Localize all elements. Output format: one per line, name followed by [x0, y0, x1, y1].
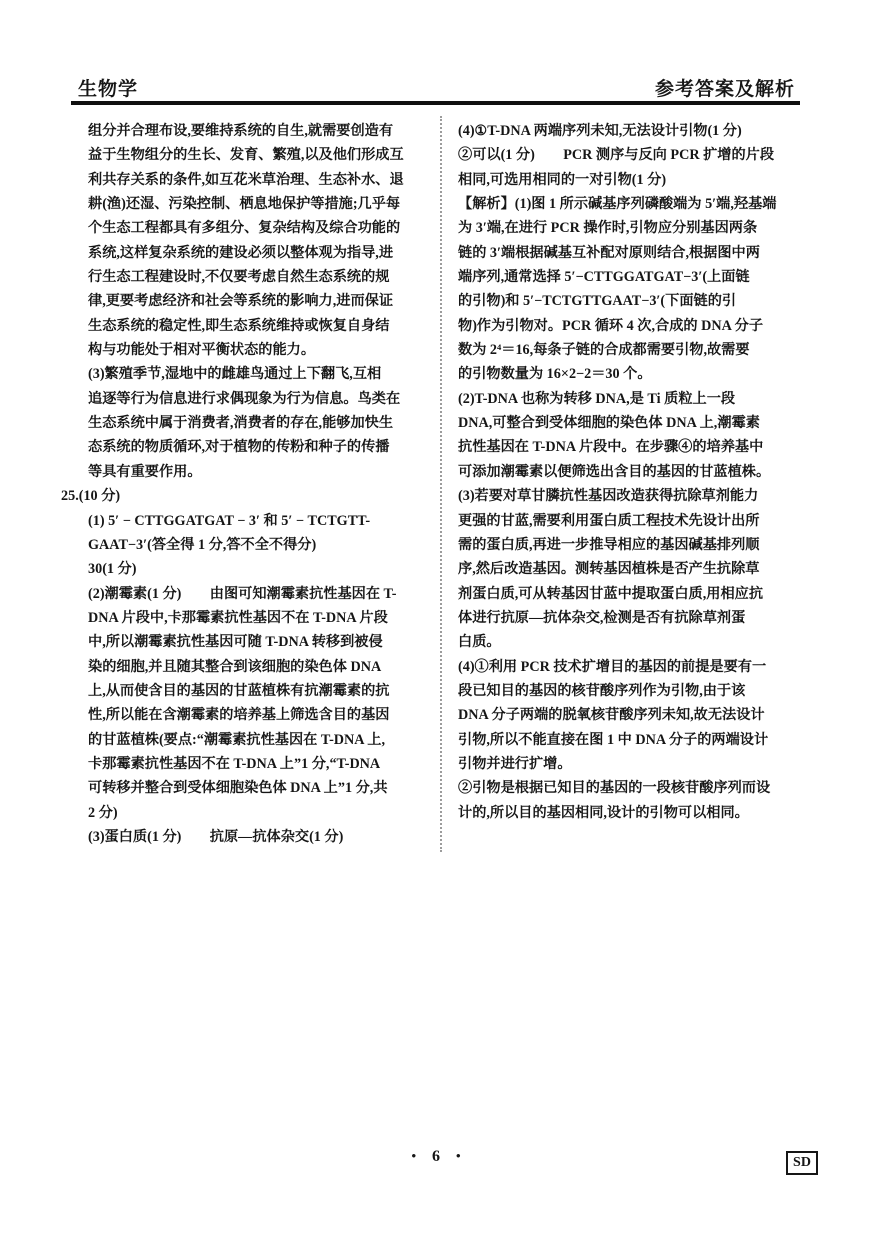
- header-rule: [71, 101, 800, 105]
- text-line: 行生态工程建设时,不仅要考虑自然生态系统的规: [88, 269, 390, 286]
- text-line: GAAT−3′(答全得 1 分,答不全不得分): [88, 536, 317, 553]
- text-line: 染的细胞,并且随其整合到该细胞的染色体 DNA: [88, 658, 382, 675]
- text-line: 益于生物组分的生长、发育、繁殖,以及他们形成互: [88, 147, 404, 164]
- text-line: (4)①利用 PCR 技术扩增目的基因的前提是要有一: [458, 658, 767, 675]
- text-line: 剂蛋白质,可从转基因甘蓝中提取蛋白质,用相应抗: [458, 585, 764, 602]
- text-line: 生态系统的稳定性,即生态系统维持或恢复自身结: [88, 317, 390, 334]
- text-line: DNA 片段中,卡那霉素抗性基因不在 T-DNA 片段: [88, 609, 388, 626]
- text-line: 数为 2⁴＝16,每条子链的合成都需要引物,故需要: [458, 342, 750, 359]
- text-line: 段已知目的基因的核苷酸序列作为引物,由于该: [458, 682, 746, 699]
- answer-column-right: [458, 119, 798, 825]
- text-line: 的甘蓝植株(要点:“潮霉素抗性基因在 T-DNA 上,: [88, 731, 386, 748]
- text-line: 卡那霉素抗性基因不在 T-DNA 上”1 分,“T-DNA: [88, 755, 381, 772]
- text-line: 追逐等行为信息进行求偶现象为行为信息。鸟类在: [88, 390, 401, 407]
- text-line: 引物,所以不能直接在图 1 中 DNA 分子的两端设计: [458, 731, 769, 748]
- text-line: 更强的甘蓝,需要利用蛋白质工程技术先设计出所: [458, 512, 760, 529]
- text-line: 中,所以潮霉素抗性基因可随 T-DNA 转移到被侵: [88, 634, 383, 651]
- subject-title: 生物学: [78, 79, 139, 100]
- text-line: 可添加潮霉素以便筛选出含目的基因的甘蓝植株。: [458, 463, 771, 480]
- text-line: 抗性基因在 T-DNA 片段中。在步骤④的培养基中: [458, 439, 764, 456]
- text-line: (2)T-DNA 也称为转移 DNA,是 Ti 质粒上一段: [458, 390, 736, 407]
- text-line: (3)繁殖季节,湿地中的雌雄鸟通过上下翻飞,互相: [88, 366, 382, 383]
- text-line: 2 分): [88, 804, 118, 821]
- text-line: 需的蛋白质,再进一步推导相应的基因碱基排列顺: [458, 536, 760, 553]
- text-line: 相同,可选用相同的一对引物(1 分): [458, 171, 667, 188]
- text-line: (3)蛋白质(1 分) 抗原—抗体杂交(1 分): [88, 828, 344, 845]
- page-number: 6: [432, 1148, 440, 1165]
- text-line: 生态系统中属于消费者,消费者的存在,能够加快生: [88, 415, 394, 432]
- text-line: ②可以(1 分) PCR 测序与反向 PCR 扩增的片段: [458, 147, 775, 164]
- answer-key-title: 参考答案及解析: [654, 79, 795, 100]
- footer-bullet-left: •: [411, 1148, 416, 1163]
- text-line: DNA 分子两端的脱氧核苷酸序列未知,故无法设计: [458, 707, 765, 724]
- text-line: 【解析】(1)图 1 所示碱基序列磷酸端为 5′端,羟基端: [458, 196, 777, 213]
- text-line: 等具有重要作用。: [88, 463, 202, 480]
- text-line: (2)潮霉素(1 分) 由图可知潮霉素抗性基因在 T-: [88, 585, 397, 602]
- text-line: 耕(渔)还湿、污染控制、栖息地保护等措施;几乎每: [88, 196, 401, 213]
- text-line: 为 3′端,在进行 PCR 操作时,引物应分别基因两条: [458, 220, 758, 237]
- text-line: 端序列,通常选择 5′−CTTGGATGAT−3′(上面链: [458, 269, 750, 286]
- text-line: 可转移并整合到受体细胞染色体 DNA 上”1 分,共: [88, 780, 388, 797]
- text-line: 构与功能处于相对平衡状态的能力。: [88, 342, 316, 359]
- page-footer: [0, 1148, 872, 1166]
- text-line: 律,更要考虑经济和社会等系统的影响力,进而保证: [88, 293, 394, 310]
- text-line: 利共存关系的条件,如互花米草治理、生态补水、退: [88, 171, 404, 188]
- text-line: ②引物是根据已知目的基因的一段核苷酸序列而设: [458, 780, 771, 797]
- text-line: 体进行抗原—抗体杂交,检测是否有抗除草剂蛋: [458, 609, 746, 626]
- text-line: 的引物)和 5′−TCTGTTGAAT−3′(下面链的引: [458, 293, 737, 310]
- text-line: (4)①T-DNA 两端序列未知,无法设计引物(1 分): [458, 123, 742, 139]
- edition-badge: SD: [786, 1151, 818, 1175]
- text-line: 白质。: [458, 634, 501, 651]
- answer-column-left: [61, 119, 430, 849]
- text-line: 30(1 分): [88, 561, 137, 578]
- text-line: 组分并合理布设,要维持系统的自生,就需要创造有: [88, 123, 394, 139]
- text-line: 物)作为引物对。PCR 循环 4 次,合成的 DNA 分子: [458, 317, 764, 334]
- column-divider-dotted: [440, 116, 442, 852]
- text-line: 个生态工程都具有多组分、复杂结构及综合功能的: [88, 220, 401, 237]
- text-line: 的引物数量为 16×2−2＝30 个。: [458, 366, 652, 383]
- text-line: 上,从而使含目的基因的甘蓝植株有抗潮霉素的抗: [88, 682, 390, 699]
- text-line: 计的,所以目的基因相同,设计的引物可以相同。: [458, 804, 749, 821]
- text-line: (1) 5′ − CTTGGATGAT − 3′ 和 5′ − TCTGTT-: [88, 512, 371, 529]
- text-line: 引物并进行扩增。: [458, 755, 572, 772]
- text-line: 系统,这样复杂系统的建设必须以整体观为指导,进: [88, 244, 394, 261]
- text-line: (3)若要对草甘膦抗性基因改造获得抗除草剂能力: [458, 488, 759, 505]
- footer-bullet-right: •: [456, 1148, 461, 1163]
- text-line: 25.(10 分): [61, 488, 121, 505]
- text-line: 态系统的物质循环,对于植物的传粉和种子的传播: [88, 439, 390, 456]
- text-line: DNA,可整合到受体细胞的染色体 DNA 上,潮霉素: [458, 415, 760, 432]
- text-line: 链的 3′端根据碱基互补配对原则结合,根据图中两: [458, 244, 760, 261]
- text-line: 序,然后改造基因。测转基因植株是否产生抗除草: [458, 561, 760, 578]
- text-line: 性,所以能在含潮霉素的培养基上筛选含目的基因: [88, 707, 390, 724]
